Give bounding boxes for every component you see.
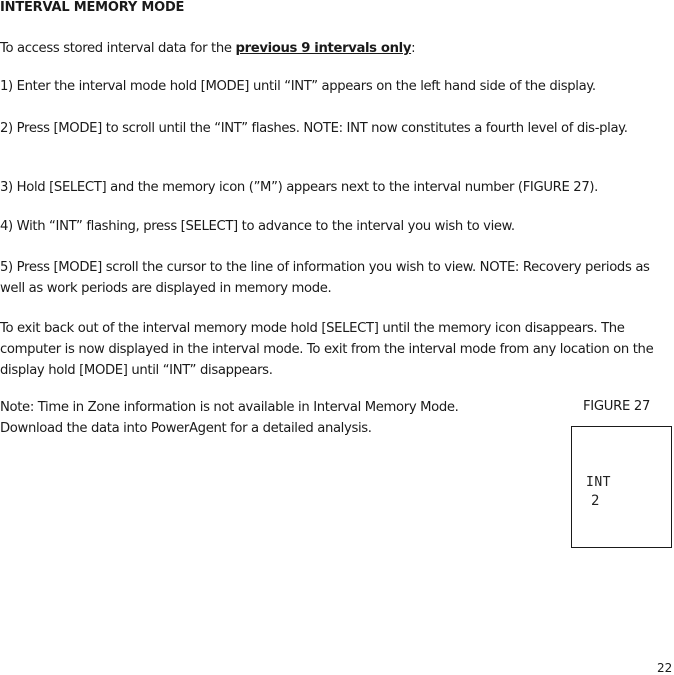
section-heading: INTERVAL MEMORY MODE bbox=[0, 0, 185, 15]
intro-paragraph bbox=[0, 38, 664, 59]
intro-colon: : bbox=[411, 41, 416, 56]
intro-emphasis: previous 9 intervals only bbox=[235, 41, 412, 56]
step-4: 4) With “INT” flashing, press [SELECT] to advance to the interval you wish to view. bbox=[0, 219, 515, 234]
figure-caption: FIGURE 27 bbox=[583, 399, 651, 414]
figure-display bbox=[571, 426, 672, 548]
step-3: 3) Hold [SELECT] and the memory icon (”M”) appears next to the interval number (FIGURE 27). bbox=[0, 180, 599, 195]
step-2: 2) Press [MODE] to scroll until the “INT” flashes. NOTE: INT now constitutes a fourth level of dis-play. bbox=[0, 121, 628, 136]
page-number: 22 bbox=[657, 661, 673, 675]
exit-instructions: To exit back out of the interval memory mode hold [SELECT] until the memory icon disappears. The computer is now displayed in the interval mode. To exit from the interval mode from any location on the display hold [MODE] until “INT” disappears. bbox=[0, 321, 654, 378]
step-1: 1) Enter the interval mode hold [MODE] until “INT” appears on the left hand side of the display. bbox=[0, 79, 596, 94]
display-int-label: INT bbox=[586, 474, 611, 491]
display-interval-number: 2 bbox=[591, 493, 600, 509]
note-paragraph: Note: Time in Zone information is not available in Interval Memory Mode. Download the data into PowerAgent for a detailed analysis. bbox=[0, 400, 459, 436]
intro-text: To access stored interval data for the bbox=[0, 41, 236, 56]
step-5: 5) Press [MODE] scroll the cursor to the line of information you wish to view. NOTE: Recovery periods as well as work periods are displayed in memory mode. bbox=[0, 260, 650, 296]
